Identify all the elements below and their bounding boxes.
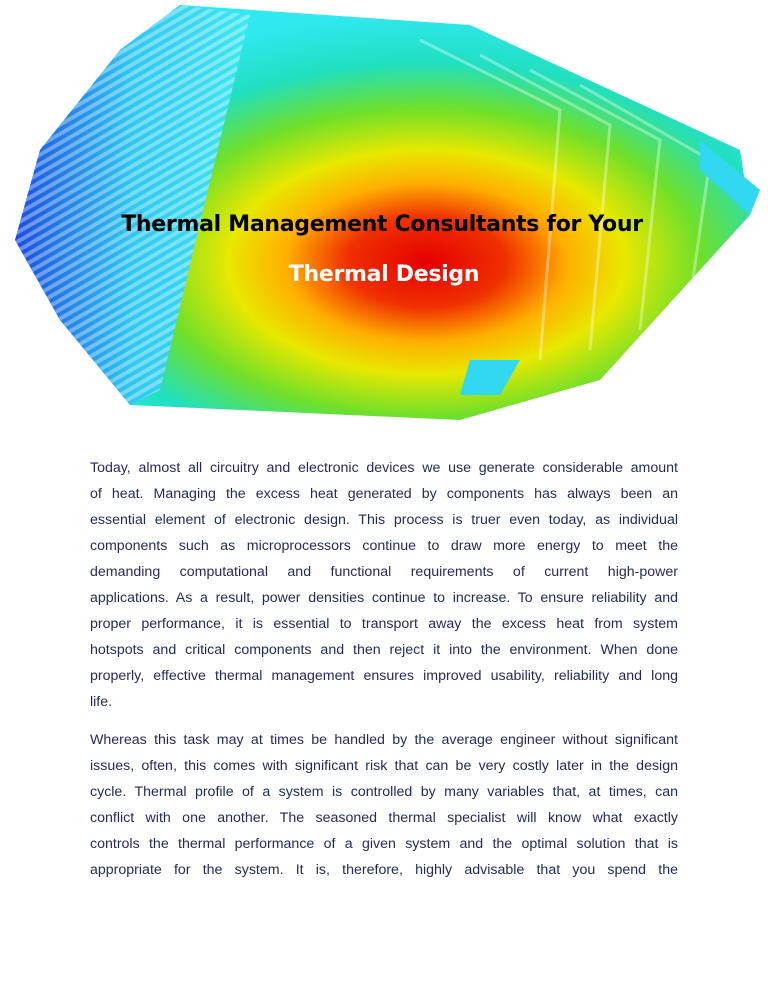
paragraph-line: demanding computational and functional requirements of current high-power [90, 564, 678, 580]
paragraph-line: of heat. Managing the excess heat generated by components has always been an [90, 486, 678, 502]
paragraph-line: conflict with one another. The seasoned thermal specialist will know what exactly [90, 810, 678, 826]
paragraph-line: issues, often, this comes with significant risk that can be very costly later in the design [90, 758, 678, 774]
paragraph-line: applications. As a result, power densities continue to increase. To ensure reliability and [90, 590, 678, 606]
paragraph-line: Today, almost all circuitry and electronic devices we use generate considerable amount [90, 460, 678, 476]
paragraph-line: cycle. Thermal profile of a system is controlled by many variables that, at times, can [90, 784, 678, 800]
document-title-line-1: Thermal Management Consultants for Your [121, 212, 643, 237]
paragraph-line: properly, effective thermal management ensures improved usability, reliability and long [90, 668, 678, 684]
paragraph-1 [90, 455, 678, 715]
paragraph-line: appropriate for the system. It is, therefore, highly advisable that you spend the [90, 862, 678, 878]
paragraph-line: life. [90, 694, 113, 710]
document-title-line-2: Thermal Design [288, 262, 480, 287]
paragraph-line: controls the thermal performance of a given system and the optimal solution that is [90, 836, 678, 852]
paragraph-line: hotspots and critical components and then reject it into the environment. When done [90, 642, 678, 658]
paragraph-line: components such as microprocessors continue to draw more energy to meet the [90, 538, 678, 554]
paragraph-2 [90, 727, 678, 883]
paragraph-line: essential element of electronic design. This process is truer even today, as individual [90, 512, 678, 528]
paragraph-line: proper performance, it is essential to transport away the excess heat from system [90, 616, 678, 632]
paragraph-line: Whereas this task may at times be handled by the average engineer without significant [90, 732, 678, 748]
